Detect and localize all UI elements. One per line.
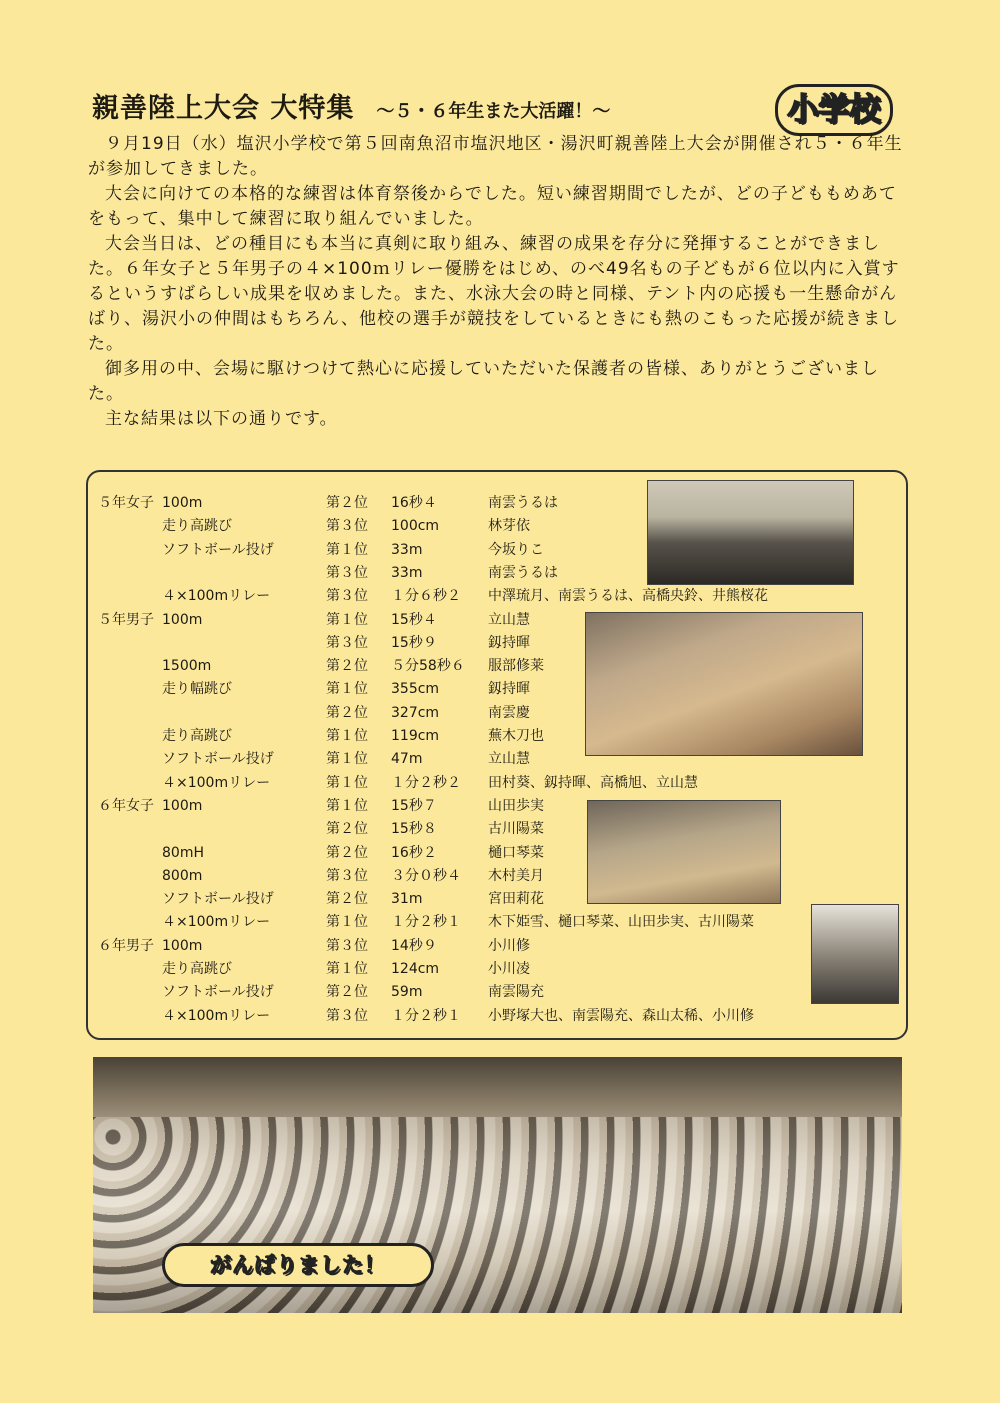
rank-label: 第２位 [326, 821, 368, 838]
article-body [88, 132, 908, 432]
event-label: ４×100mリレー [162, 588, 271, 605]
rank-label: 第３位 [326, 867, 368, 884]
record-value: 100cm [391, 518, 440, 535]
rank-label: 第１位 [326, 961, 368, 977]
event-label: ソフトボール投げ [162, 984, 274, 1001]
paragraph: 御多用の中、会場に駆けつけて熱心に応援していただいた保護者の皆様、ありがとうございました。 [88, 359, 879, 404]
rank-label: 第２位 [326, 891, 368, 908]
record-value: 16秒２ [391, 844, 437, 861]
rank-label: 第２位 [326, 658, 368, 675]
event-label: 800m [162, 867, 203, 884]
rank-label: 第１位 [326, 751, 368, 768]
hurdles-photo [587, 800, 781, 904]
event-label: 100m [162, 797, 203, 814]
record-value: 119cm [391, 728, 440, 744]
record-value: 327cm [391, 704, 440, 721]
rank-label: 第１位 [326, 611, 368, 628]
rank-label: 第１位 [326, 797, 368, 814]
record-value: 14秒９ [391, 937, 437, 954]
record-value: １分２秒２ [391, 774, 461, 791]
athlete-names: 今坂りこ [488, 541, 544, 558]
event-label: 80mH [162, 844, 204, 861]
athlete-names: 釼持暉 [488, 634, 530, 651]
athlete-names: 樋口琴菜 [488, 844, 544, 861]
paragraph: 大会当日は、どの種目にも本当に真剣に取り組み、練習の成果を存分に発揮することができました。６年女子と５年男子の４×100ｍリレー優勝をはじめ、のべ49名もの子どもが６位以内に入賞するというすばらしい成果を収めました。また、水泳大会の時と同様、テント内の応援も一生懸命がんばり、湯沢小の仲間はもちろん、他校の選手が競技をしているときにも熱のこもった応援が続きました。 [88, 234, 900, 354]
banner-label: がんばりました！ [162, 1243, 434, 1287]
category-label: ６年女子 [98, 797, 154, 814]
runner-photo [811, 904, 899, 1004]
athlete-names: 南雲慶 [488, 704, 530, 721]
record-value: 31m [391, 891, 423, 908]
rank-label: 第３位 [326, 564, 368, 581]
category-label: ５年女子 [98, 495, 154, 511]
athlete-names: 木下姫雪、樋口琴菜、山田歩実、古川陽菜 [488, 914, 754, 931]
athlete-names: 田村葵、釼持暉、高橋旭、立山慧 [488, 774, 698, 791]
record-value: 59m [391, 984, 423, 1001]
sprint-start-photo [585, 612, 863, 756]
rank-label: 第１位 [326, 914, 368, 931]
record-value: 15秒４ [391, 611, 437, 628]
record-value: 124cm [391, 961, 440, 977]
record-value: ５分58秒６ [391, 658, 465, 675]
event-label: 走り高跳び [162, 518, 232, 535]
record-value: 355cm [391, 681, 440, 698]
rank-label: 第１位 [326, 774, 368, 791]
page-title: 親善陸上大会 大特集 [92, 93, 355, 124]
paragraph: ９月19日（水）塩沢小学校で第５回南魚沼市塩沢地区・湯沢町親善陸上大会が開催され５・６年生が参加してきました。 [88, 134, 903, 179]
athlete-names: 南雲うるは [488, 495, 558, 511]
athlete-names: 小川凌 [488, 961, 530, 977]
page-subtitle: ～５・６年生また大活躍！～ [376, 101, 611, 122]
athlete-names: 南雲陽充 [488, 984, 544, 1001]
event-label: ４×100mリレー [162, 774, 271, 791]
girls-photo [647, 480, 854, 585]
athlete-names: 立山慧 [488, 751, 530, 768]
athlete-names: 小川修 [488, 937, 530, 954]
record-value: 47m [391, 751, 423, 768]
athlete-names: 服部修莱 [488, 658, 544, 675]
paragraph: 大会に向けての本格的な練習は体育祭後からでした。短い練習期間でしたが、どの子どももめあてをもって、集中して練習に取り組んでいました。 [88, 184, 897, 229]
event-label: ソフトボール投げ [162, 541, 274, 558]
athlete-names: 小野塚大也、南雲陽充、森山太稀、小川修 [488, 1007, 754, 1024]
category-label: ６年男子 [98, 937, 154, 954]
rank-label: 第２位 [326, 495, 368, 511]
record-value: 16秒４ [391, 495, 437, 511]
event-label: 100m [162, 611, 203, 628]
record-value: １分６秒２ [391, 588, 461, 605]
athlete-names: 中澤琉月、南雲うるは、高橋央鈴、井熊桜花 [488, 588, 768, 605]
rank-label: 第３位 [326, 518, 368, 535]
rank-label: 第３位 [326, 1007, 368, 1024]
record-value: 15秒９ [391, 634, 437, 651]
record-value: １分２秒１ [391, 914, 461, 931]
athlete-names: 林芽依 [488, 518, 530, 535]
athlete-names: 木村美月 [488, 867, 544, 884]
record-value: 15秒８ [391, 821, 437, 838]
event-label: ４×100mリレー [162, 1007, 271, 1024]
athlete-names: 宮田莉花 [488, 891, 544, 908]
event-label: 100m [162, 495, 203, 511]
event-label: 100m [162, 937, 203, 954]
athlete-names: 山田歩実 [488, 797, 544, 814]
heading [92, 86, 610, 125]
paragraph: 主な結果は以下の通りです。 [105, 409, 338, 429]
record-value: 33m [391, 564, 423, 581]
record-value: １分２秒１ [391, 1007, 461, 1024]
rank-label: 第２位 [326, 844, 368, 861]
rank-label: 第１位 [326, 681, 368, 698]
athlete-names: 南雲うるは [488, 564, 558, 581]
rank-label: 第３位 [326, 937, 368, 954]
rank-label: 第３位 [326, 634, 368, 651]
rank-label: 第１位 [326, 728, 368, 744]
rank-label: 第１位 [326, 541, 368, 558]
athlete-names: 立山慧 [488, 611, 530, 628]
record-value: 15秒７ [391, 797, 437, 814]
athlete-names: 古川陽菜 [488, 821, 544, 838]
athlete-names: 蕪木刀也 [488, 728, 544, 744]
event-label: 走り幅跳び [162, 681, 232, 698]
rank-label: 第２位 [326, 704, 368, 721]
record-value: ３分０秒４ [391, 867, 461, 884]
category-label: ５年男子 [98, 611, 154, 628]
school-badge: 小学校 [775, 84, 893, 136]
event-label: 走り高跳び [162, 961, 232, 977]
event-label: ソフトボール投げ [162, 751, 274, 768]
event-label: ４×100mリレー [162, 914, 271, 931]
event-label: 1500m [162, 658, 212, 675]
record-value: 33m [391, 541, 423, 558]
event-label: ソフトボール投げ [162, 891, 274, 908]
event-label: 走り高跳び [162, 728, 232, 744]
rank-label: 第３位 [326, 588, 368, 605]
rank-label: 第２位 [326, 984, 368, 1001]
athlete-names: 釼持暉 [488, 681, 530, 698]
